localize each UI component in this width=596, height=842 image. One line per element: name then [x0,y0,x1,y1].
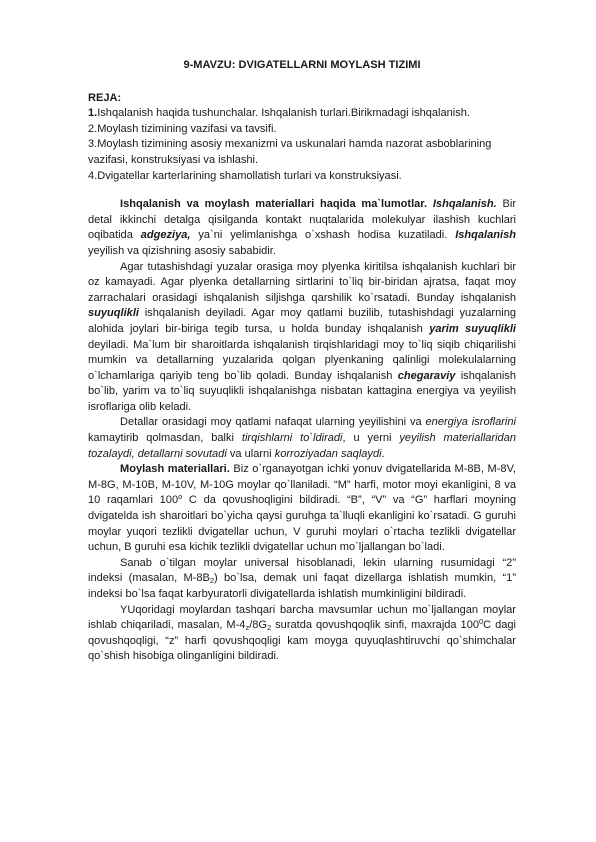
paragraph-lubricants [88,462,516,556]
paragraph-friction [88,197,516,259]
term-friction-2: Ishqalanish [455,229,516,242]
paragraph-text: Biz o`rganayotgan ichki yonuv dvigatellarida M-8B, M-8V, M-8G, M-10B, M-10V, M-10G moylar qo`llaniladi. “M” harfi, motor moyi ekanligini, 8 va 10 raqamlari 100 [88,463,516,507]
section-lead-heading: Moylash materiallari. [120,463,230,476]
plan-item-text: Moylash tizimining asosiy mexanizmi va uskunalari hamda nazorat asboblarining vazifasi, konstruksiyasi va ishlashi. [88,138,492,166]
paragraph-text: ishqalanish bo`lib, yarim va to`liq suyuqlikli ishqalanishga nisbatan kattagina energiya va yeyilish isroflariga olib keladi. [88,369,516,413]
plan-item [88,122,516,138]
plan-heading: REJA: [88,91,122,104]
term-semi-fluid: yarim suyuqlikli [429,322,517,335]
paragraph-text: ishqalanish deyiladi. Agar moy qatlami buzilib, tutashishdagi yuzalarning alohida joylari bir-biriga tegib tursa, u holda bunday ishqalanish [88,307,516,335]
index-subscript: z [245,623,250,633]
paragraph-text: Agar tutashishdagi yuzalar orasiga moy plyenka kiritilsa ishqalanish kuchlari bir oz kamayadi. Agar plyenka detallarning sirtlarini to`liq bir-biridan ajratsa, faqat moy zarrachalari orasidagi ishqalanish siljishga qarshilik ko`rsatadi. Bunday ishqalanish [88,260,516,304]
paragraph-text: Sanab o`tilgan moylar universal hisoblanadi, lekin ularning rusumidagi “2” indeksi (masalan, M-8B [88,556,516,585]
plan-item-number: 3. [88,138,98,151]
paragraph-text: kamaytirib qolmasdan, balki [88,432,242,445]
paragraph-text: suratda qovushqoqlik sinfi, maxrajda 100 [271,619,479,632]
degree-superscript: 0 [478,617,484,627]
paragraph-text: va ularni [226,447,275,460]
term-adhesion: adgeziya, [140,229,191,242]
plan-item [88,137,516,168]
section-lead-heading: Ishqalanish va moylash materiallari haqida ma`lumotlar. [120,198,428,211]
paragraph-text: C dagi qovushqoqligi, “z” harfi qovushqoqligi kam moyga quyuqlashtiruvchi qo`shimchalar qo`shish hisobiga olinganligini bildiradi. [88,619,516,663]
term-fluid: suyuqlikli [88,307,139,320]
index-subscript: 2 [209,576,215,586]
paragraph-text: C da qovushoqligini bildiradi. “B”, “V” va “G” harflari moyning dvigatelda ish sharoitlari bo`yicha qaysi guruhga ta`lluqli ekanligini ko`rsatadi. G guruhi moylar yuqori tezlikli dvigatellar uchun, V guruhi moylari o`rtacha tezlikli dvigatellar uchun, B guruhi esa kichik tezlikli dvigatellar uchun mo`ljallangan bo`ladi. [88,494,516,554]
paragraph-text: Detallar orasidagi moy qatlami nafaqat ularning yeyilishini va [120,416,426,429]
plan-item-text: Moylash tizimining vazifasi va tavsifi. [97,122,277,135]
paragraph-text: /8G [249,619,268,632]
paragraph-oil-layer [88,415,516,462]
paragraph-text: deyiladi. Ma`lum bir sharoitlarda ishqalanish tirqishlaridagi moy to`liq siqib chiqarilishi mumkin va detallarning yuzalarida qolgan plyenkaning qalinligi molekulalarning o`lchamlariga qariyib teng bo`lib qoladi. Bunday ishqalanish [88,338,516,382]
plan-item [88,169,516,185]
paragraph-friction-types [88,260,516,416]
paragraph-text: . [381,447,385,460]
paragraph-all-season-oils [88,603,516,665]
paragraph-text: ) bo`lsa, demak uni faqat dizellarga ishlatish mumkin, “1” indeksi bo`lsa faqat karbyuratorli divigatellarda ishlatish mumkinligini bildiradi. [88,572,516,600]
italic-phrase: yeyilish materiallaridan tozalaydi, detallarni sovutadi [88,432,516,460]
paragraph-text: yeyilish va qizishning asosiy sababidir. [88,244,276,257]
paragraph-oil-index [88,556,516,603]
paragraph-text: YUqoridagi moylardan tashqari barcha mavsumlar uchun mo`ljallangan moylar ishlab chiqariladi, masalan, M-4 [88,603,516,632]
index-subscript: 2 [267,623,272,633]
section-spacer [88,184,516,197]
plan-item-number: 4. [88,169,98,182]
plan-item-number: 2. [88,122,98,135]
plan-item-text: Ishqalanish haqida tushunchalar. Ishqalanish turlari.Birikmadagi ishqalanish. [97,107,470,120]
paragraph-text: ya`ni yelimlanishga o`xshash hodisa kuzatiladi. [190,229,456,242]
italic-phrase: energiya isroflarini [425,416,516,429]
degree-superscript: o [178,492,183,502]
plan-item-number: 1. [88,107,98,120]
page-title: 9-MAVZU: DVIGATELLARNI MOYLASH TIZIMI [183,59,421,71]
italic-phrase: korroziyadan saqlaydi [274,447,382,460]
paragraph-text: , u yerni [342,432,400,445]
plan-item-text: Dvigatellar karterlarining shamollatish turlari va konstruksiyasi. [97,169,402,182]
italic-phrase: tirqishlarni to`ldiradi [241,432,343,445]
term-boundary: chegaraviy [397,369,456,382]
plan-item [88,106,516,122]
paragraph-text: Bir detal ikkinchi detalga qisilganda kontakt nuqtalarida molekulyar ilashish kuchlari oqibatida [88,198,516,242]
term-friction: Ishqalanish. [432,198,497,211]
document-page [88,58,516,665]
